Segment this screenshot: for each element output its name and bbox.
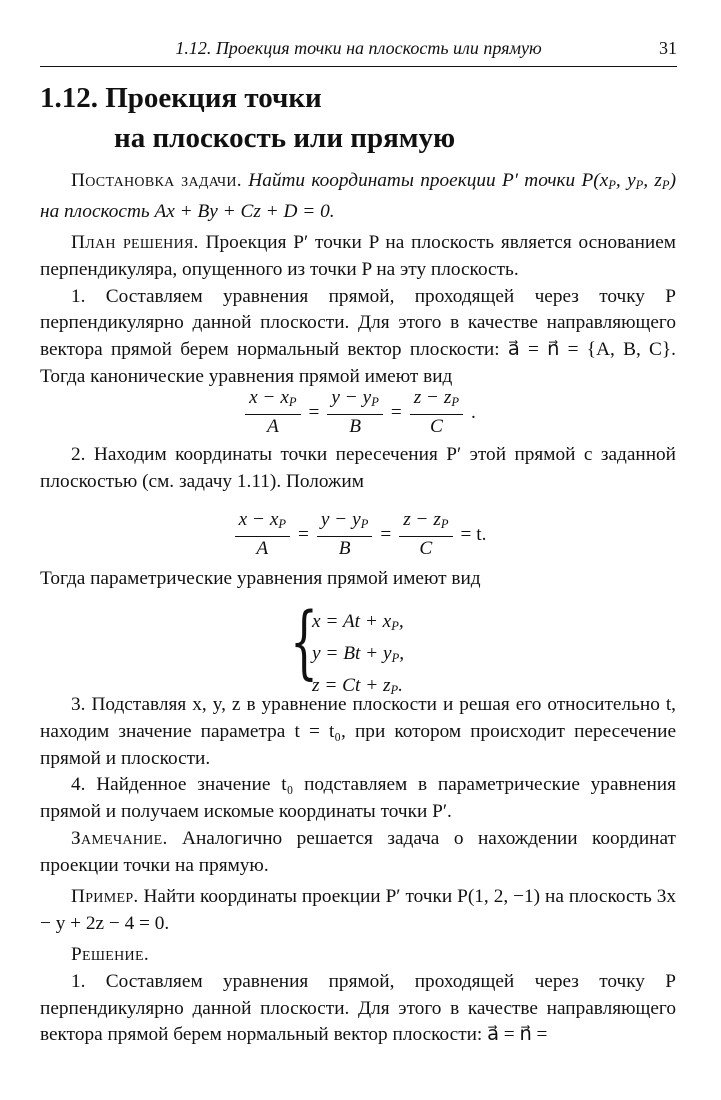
header-rule — [40, 66, 677, 67]
fraction-t-y — [317, 508, 372, 561]
fraction-x-den: A — [266, 416, 279, 437]
plan-intro: Проекция P′ точки P на плоскость является основанием перпендикуляра, опущенного из точки P на эту плоскость. — [40, 232, 676, 280]
parametric-intro-block — [40, 566, 676, 593]
page-number: 31 — [659, 38, 677, 58]
fraction-t-x-den: A — [256, 538, 269, 559]
plan-step2: 2. Находим координаты точки пересечения P′ этой прямой с заданной плоскостью (см. задачу 1.11). Положим — [40, 444, 676, 492]
plan-block — [40, 230, 676, 391]
solution-label: Решение. — [71, 944, 149, 965]
parameter-tail: = t. — [460, 523, 487, 545]
problem-statement — [40, 168, 676, 226]
fraction-y — [327, 386, 382, 439]
remark-text: Аналогично решается задача о нахождении координат проекции точки на прямую. — [40, 828, 676, 876]
fraction-z-num: $z - z_P$ — [410, 386, 463, 415]
remark-label: Замечание. — [71, 828, 168, 849]
fraction-y-den: B — [349, 416, 362, 437]
system-line-y: $y = Bt + y_P$, — [312, 643, 405, 665]
fraction-t-z-num: $z - z_P$ — [399, 508, 452, 537]
fraction-z — [410, 386, 463, 439]
fraction-t-y-num: $y - y_P$ — [317, 508, 372, 537]
plan-step4: 4. Найденное значение t₀ подставляем в параметрические уравнения прямой и получаем искомые координаты точки P′. — [40, 774, 676, 823]
example-label: Пример. — [71, 886, 139, 907]
running-header — [40, 36, 677, 64]
solution-block — [40, 942, 676, 1049]
fraction-x — [245, 386, 300, 439]
plan-steps-3-4 — [40, 692, 676, 826]
fraction-t-z-den: C — [419, 538, 433, 559]
example-text: Найти координаты проекции P′ точки P(1, 2, −1) на плоскость 3x − y + 2z − 4 = 0. — [40, 886, 677, 934]
problem-text: Найти координаты проекции P′ точки $P(x_P$, $y_P$, $z_P$) на плоскость Ax + By + Cz + D = 0. — [40, 170, 676, 222]
plan-step2-block — [40, 442, 676, 496]
plan-step1: 1. Составляем уравнения прямой, проходящей через точку P перпендикулярно данной плоскости. Для этого в качестве направляющего вектора прямой берем нормальный вектор плоскости: a⃗ = n⃗ = {A, B, C}. Тогда канонические уравнения прямой имеют вид — [40, 285, 676, 387]
running-header-title: 1.12. Проекция точки на плоскость или прямую — [175, 38, 542, 58]
system-line-z: $z = Ct + z_P$. — [312, 675, 403, 697]
fraction-x-num: $x - x_P$ — [245, 386, 300, 415]
canonical-equations: $\frac{x - x_P}{A}$ = $\frac{y - y_P}{B}$ = $\frac{z - z_P}{C}$ . — [0, 386, 721, 439]
left-brace: { — [290, 595, 318, 688]
system-line-x: $x = At + x_P$, — [312, 611, 404, 633]
section-title — [40, 78, 455, 158]
fraction-t-y-den: B — [338, 538, 351, 559]
parameter-equations: $\frac{x - x_P}{A}$ = $\frac{y - y_P}{B}$ = $\frac{z - z_P}{C}$ = t. — [0, 508, 721, 561]
problem-label: Постановка задачи. — [71, 170, 242, 191]
section-title-line1: 1.12. Проекция точки — [40, 82, 322, 114]
fraction-y-num: $y - y_P$ — [327, 386, 382, 415]
fraction-t-x-num: $x - x_P$ — [235, 508, 290, 537]
solution-step1: 1. Составляем уравнения прямой, проходящей через точку P перпендикулярно данной плоскости. Для этого в качестве направляющего вектора прямой берем нормальный вектор плоскости: a⃗ = n⃗ = — [40, 970, 676, 1046]
example-block — [40, 884, 676, 938]
fraction-z-den: C — [429, 416, 443, 437]
plan-step3: 3. Подставляя x, y, z в уравнение плоскости и решая его относительно t, находим значение параметра t = t₀, при котором происходит пересечение прямой и плоскости. — [40, 694, 676, 769]
section-title-line2: на плоскость или прямую — [114, 122, 456, 154]
fraction-t-z — [399, 508, 452, 561]
remark-block — [40, 826, 676, 880]
parametric-intro: Тогда параметрические уравнения прямой имеют вид — [40, 568, 481, 589]
plan-label: План решения. — [71, 232, 199, 253]
fraction-t-x — [235, 508, 290, 561]
canonical-tail: . — [471, 401, 476, 423]
